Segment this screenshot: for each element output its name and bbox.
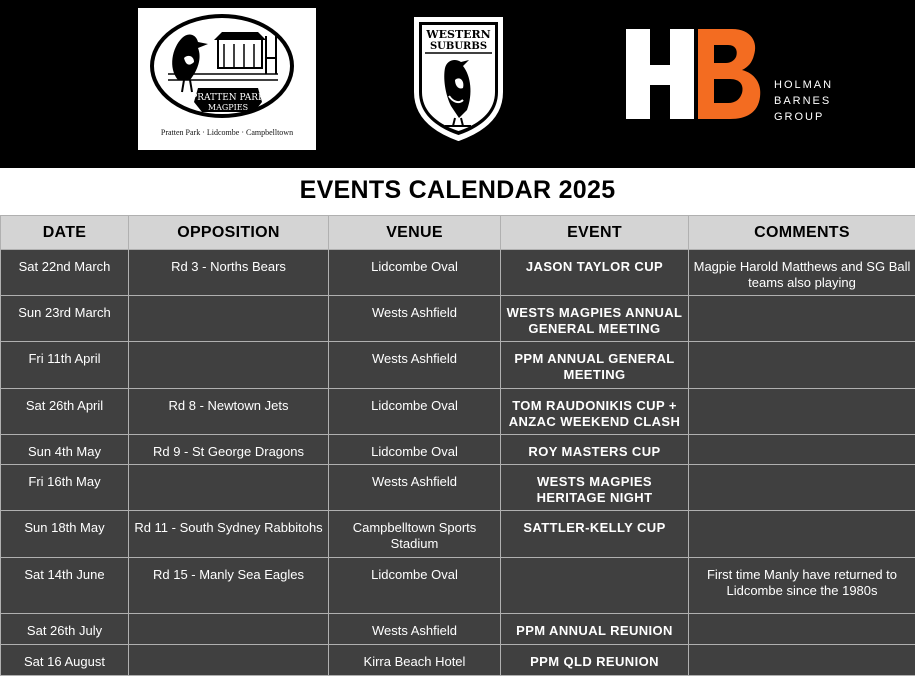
- cell-comments: [689, 342, 915, 389]
- pratten-badge-line-2: MAGPIES: [208, 103, 248, 112]
- cell-comments: [689, 614, 915, 645]
- cell-opposition: Rd 15 - Manly Sea Eagles: [129, 558, 329, 614]
- table-row: [1, 465, 915, 511]
- column-header-venue: VENUE: [329, 216, 501, 250]
- cell-venue: Campbelltown Sports Stadium: [329, 511, 501, 558]
- cell-date: Sun 18th May: [1, 511, 129, 558]
- cell-comments: First time Manly have returned to Lidcombe since the 1980s: [689, 558, 915, 614]
- column-header-comments: COMMENTS: [689, 216, 915, 250]
- header-banner: [0, 0, 915, 168]
- western-suburbs-shield: [411, 14, 506, 144]
- cell-venue: Wests Ashfield: [329, 342, 501, 389]
- cell-date: Sun 23rd March: [1, 296, 129, 342]
- cell-venue: Lidcombe Oval: [329, 435, 501, 465]
- cell-opposition: [129, 614, 329, 645]
- cell-event: [501, 558, 689, 614]
- cell-event: PPM QLD REUNION: [501, 645, 689, 676]
- cell-opposition: Rd 3 - Norths Bears: [129, 250, 329, 296]
- cell-venue: Kirra Beach Hotel: [329, 645, 501, 676]
- cell-event: WESTS MAGPIES ANNUAL GENERAL MEETING: [501, 296, 689, 342]
- cell-date: Sun 4th May: [1, 435, 129, 465]
- cell-opposition: [129, 296, 329, 342]
- table-row: [1, 614, 915, 645]
- cell-opposition: [129, 342, 329, 389]
- column-header-date: DATE: [1, 216, 129, 250]
- cell-venue: Wests Ashfield: [329, 296, 501, 342]
- cell-event: PPM ANNUAL GENERAL MEETING: [501, 342, 689, 389]
- holman-barnes-group-logo: [608, 15, 858, 135]
- cell-date: Sat 26th April: [1, 389, 129, 435]
- cell-date: Sat 14th June: [1, 558, 129, 614]
- table-row: [1, 435, 915, 465]
- cell-comments: [689, 511, 915, 558]
- cell-date: Sat 22nd March: [1, 250, 129, 296]
- table-row: [1, 342, 915, 389]
- pratten-park-magpies-logo: [138, 8, 316, 150]
- pratten-logo-caption: Pratten Park · Lidcombe · Campbelltown: [138, 128, 316, 137]
- cell-date: Sat 16 August: [1, 645, 129, 676]
- cell-comments: [689, 645, 915, 676]
- cell-event: ROY MASTERS CUP: [501, 435, 689, 465]
- events-calendar-table: [0, 215, 915, 676]
- hb-logo-line-2: BARNES: [774, 93, 833, 109]
- cell-opposition: Rd 11 - South Sydney Rabbitohs: [129, 511, 329, 558]
- western-suburbs-logo: [411, 14, 506, 144]
- table-row: [1, 389, 915, 435]
- hb-logo-line-1: HOLMAN: [774, 77, 833, 93]
- table-row: [1, 511, 915, 558]
- cell-opposition: [129, 645, 329, 676]
- pratten-badge-line-1: PRATTEN PARK: [191, 93, 265, 103]
- cell-comments: [689, 465, 915, 511]
- cell-date: Fri 16th May: [1, 465, 129, 511]
- table-row: [1, 558, 915, 614]
- cell-opposition: [129, 465, 329, 511]
- cell-event: JASON TAYLOR CUP: [501, 250, 689, 296]
- cell-venue: Wests Ashfield: [329, 614, 501, 645]
- cell-event: WESTS MAGPIES HERITAGE NIGHT: [501, 465, 689, 511]
- column-header-opposition: OPPOSITION: [129, 216, 329, 250]
- cell-venue: Lidcombe Oval: [329, 389, 501, 435]
- table-header-row: [1, 216, 915, 250]
- table-row: [1, 250, 915, 296]
- column-header-event: EVENT: [501, 216, 689, 250]
- cell-venue: Lidcombe Oval: [329, 250, 501, 296]
- cell-comments: [689, 296, 915, 342]
- cell-event: PPM ANNUAL REUNION: [501, 614, 689, 645]
- cell-opposition: Rd 8 - Newtown Jets: [129, 389, 329, 435]
- table-row: [1, 645, 915, 676]
- wests-logo-line-2: SUBURBS: [430, 41, 487, 52]
- cell-comments: [689, 435, 915, 465]
- cell-date: Fri 11th April: [1, 342, 129, 389]
- page-title: EVENTS CALENDAR 2025: [0, 176, 915, 205]
- cell-comments: [689, 389, 915, 435]
- cell-event: SATTLER-KELLY CUP: [501, 511, 689, 558]
- cell-venue: Lidcombe Oval: [329, 558, 501, 614]
- cell-venue: Wests Ashfield: [329, 465, 501, 511]
- hb-logo-wordmark: [774, 77, 833, 125]
- cell-event: TOM RAUDONIKIS CUP + ANZAC WEEKEND CLASH: [501, 389, 689, 435]
- hb-monogram-icon: [608, 15, 768, 135]
- cell-date: Sat 26th July: [1, 614, 129, 645]
- hb-logo-line-3: GROUP: [774, 109, 833, 125]
- cell-comments: Magpie Harold Matthews and SG Ball teams also playing: [689, 250, 915, 296]
- cell-opposition: Rd 9 - St George Dragons: [129, 435, 329, 465]
- wests-logo-line-1: WESTERN: [425, 28, 490, 41]
- table-row: [1, 296, 915, 342]
